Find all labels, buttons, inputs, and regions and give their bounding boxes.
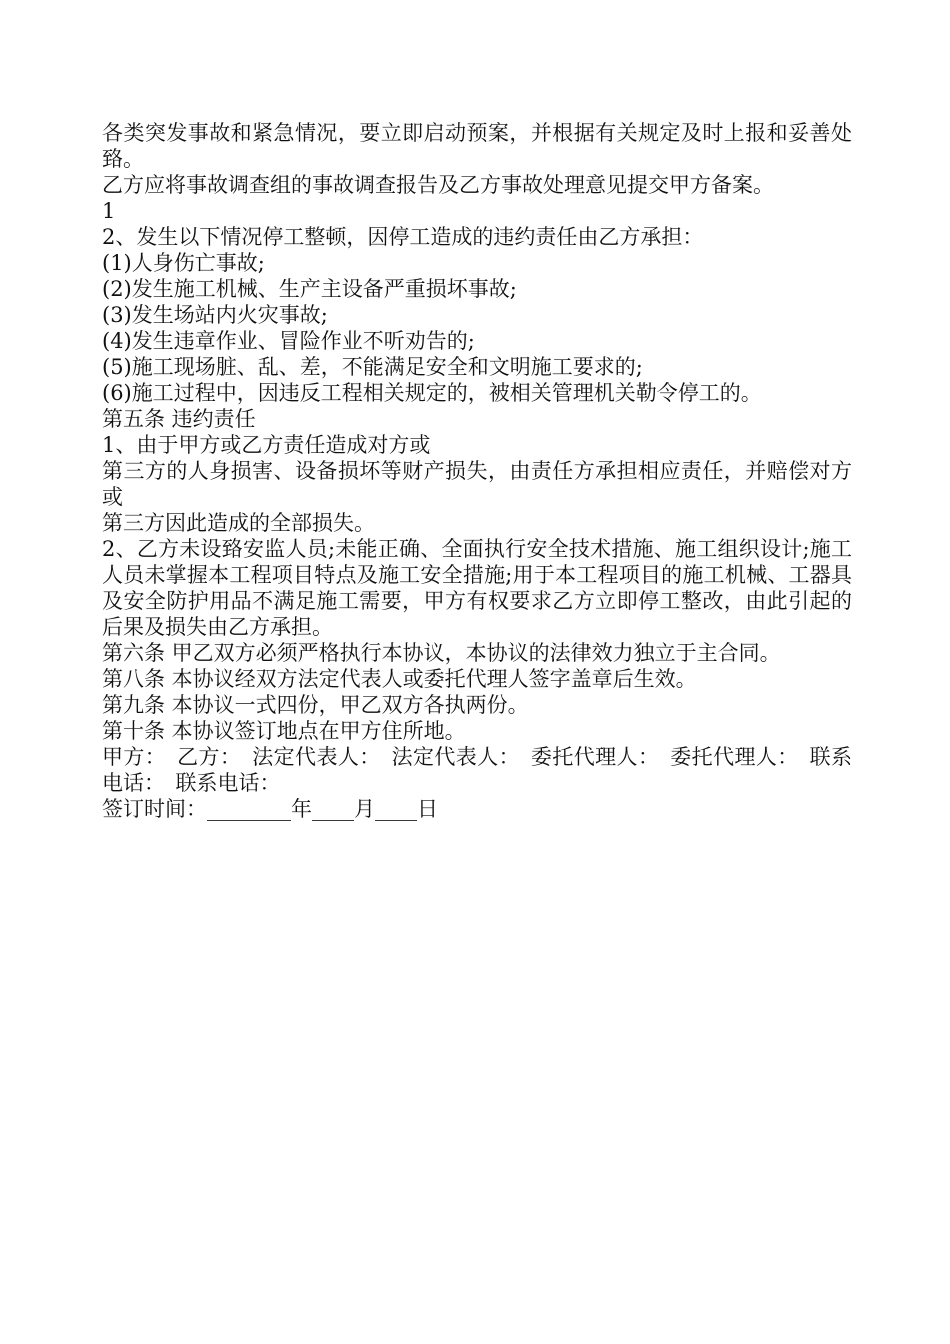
paragraph-shutdown-conditions: 2、发生以下情况停工整顿，因停工造成的违约责任由乙方承担： [102,225,704,249]
page-number: 1 [102,199,116,223]
paragraph-accident-report-filing: 乙方应将事故调查组的事故调查报告及乙方事故处理意见提交甲方备案。 [102,173,774,197]
paragraph-emergency-report: 各类突发事故和紧急情况，要立即启动预案，并根据有关规定及时上报和妥善处臵。 [102,121,852,171]
list-item-condition-2: (2)发生施工机械、生产主设备严重损坏事故; [102,277,517,301]
article-5-heading: 第五条 违约责任 [102,407,256,431]
article-9: 第九条 本协议一式四份，甲乙双方各执两份。 [102,693,529,717]
list-item-condition-5: (5)施工现场脏、乱、差，不能满足安全和文明施工要求的; [102,355,643,379]
paragraph-liability-2: 2、乙方未设臵安监人员;未能正确、全面执行安全技术措施、施工组织设计;施工人员未掌握本工程项目特点及施工安全措施;用于本工程项目的施工机械、工器具及安全防护用品不满足施工需要，甲方有权要求乙方立即停工整改，由此引起的后果及损失由乙方承担。 [102,537,852,639]
list-item-condition-4: (4)发生违章作业、冒险作业不听劝告的; [102,329,475,353]
paragraph-liability-1: 1、由于甲方或乙方责任造成对方或 [102,433,431,457]
paragraph-liability-1-cont: 第三方的人身损害、设备损坏等财产损失，由责任方承担相应责任，并赔偿对方或 [102,459,852,509]
list-item-condition-3: (3)发生场站内火灾事故; [102,303,328,327]
document-body [102,120,852,822]
paragraph-liability-1-end: 第三方因此造成的全部损失。 [102,511,375,535]
list-item-condition-1: (1)人身伤亡事故; [102,251,265,275]
article-10: 第十条 本协议签订地点在甲方住所地。 [102,719,466,743]
signing-date: 签订时间：________年____月____日 [102,797,438,821]
signature-block: 甲方： 乙方： 法定代表人： 法定代表人： 委托代理人： 委托代理人： 联系电话： 联系电话： [102,745,852,795]
list-item-condition-6: (6)施工过程中，因违反工程相关规定的，被相关管理机关勒令停工的。 [102,381,762,405]
article-6: 第六条 甲乙双方必须严格执行本协议，本协议的法律效力独立于主合同。 [102,641,781,665]
article-8: 第八条 本协议经双方法定代表人或委托代理人签字盖章后生效。 [102,667,697,691]
